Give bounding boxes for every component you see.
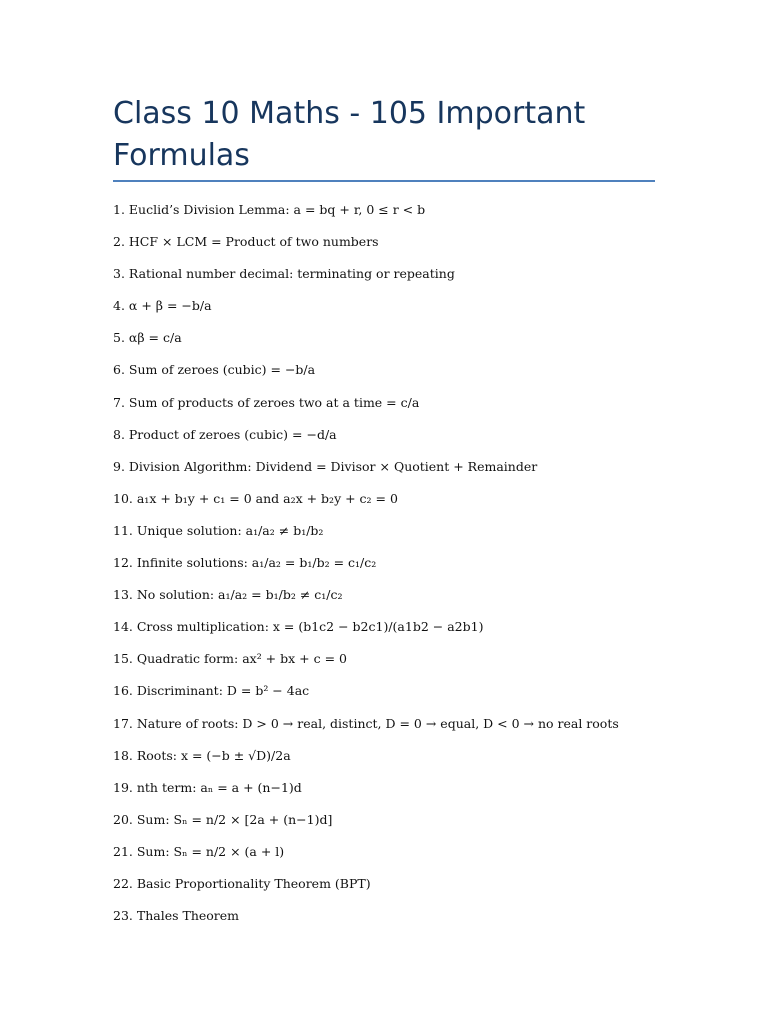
formula-item: 7. Sum of products of zeroes two at a time = c/a [113, 394, 420, 410]
formula-item: 4. α + β = −b/a [113, 298, 212, 314]
title-underline-divider [113, 180, 655, 182]
formula-item: 22. Basic Proportionality Theorem (BPT) [113, 875, 371, 891]
formula-item: 13. No solution: a₁/a₂ = b₁/b₂ ≠ c₁/c₂ [113, 587, 343, 603]
formula-item: 8. Product of zeroes (cubic) = −d/a [113, 426, 337, 442]
document-title: Class 10 Maths - 105 Important Formulas [113, 96, 586, 173]
formula-item: 18. Roots: x = (−b ± √D)/2a [113, 747, 291, 763]
formula-item: 12. Infinite solutions: a₁/a₂ = b₁/b₂ = c₁/c₂ [113, 555, 377, 571]
formula-item: 5. αβ = c/a [113, 330, 182, 346]
formula-item: 11. Unique solution: a₁/a₂ ≠ b₁/b₂ [113, 522, 324, 538]
formula-item: 19. nth term: aₙ = a + (n−1)d [113, 779, 302, 795]
formula-list [113, 199, 713, 937]
formula-item: 16. Discriminant: D = b² − 4ac [113, 683, 310, 699]
formula-item: 15. Quadratic form: ax² + bx + c = 0 [113, 651, 347, 667]
formula-item: 21. Sum: Sₙ = n/2 × (a + l) [113, 843, 285, 859]
formula-item: 3. Rational number decimal: terminating or repeating [113, 266, 455, 282]
formula-item: 6. Sum of zeroes (cubic) = −b/a [113, 362, 316, 378]
formula-item: 23. Thales Theorem [113, 908, 240, 924]
formula-item: 1. Euclid’s Division Lemma: a = bq + r, 0 ≤ r < b [113, 202, 426, 217]
formula-item: 20. Sum: Sₙ = n/2 × [2a + (n−1)d] [113, 811, 333, 827]
formula-item: 10. a₁x + b₁y + c₁ = 0 and a₂x + b₂y + c₂ = 0 [113, 490, 398, 506]
formula-item: 17. Nature of roots: D > 0 → real, distinct, D = 0 → equal, D < 0 → no real roots [113, 715, 619, 731]
formula-item: 2. HCF × LCM = Product of two numbers [113, 234, 379, 250]
formula-item: 9. Division Algorithm: Dividend = Divisor × Quotient + Remainder [113, 458, 538, 474]
formula-item: 14. Cross multiplication: x = (b1c2 − b2c1)/(a1b2 − a2b1) [113, 619, 484, 635]
